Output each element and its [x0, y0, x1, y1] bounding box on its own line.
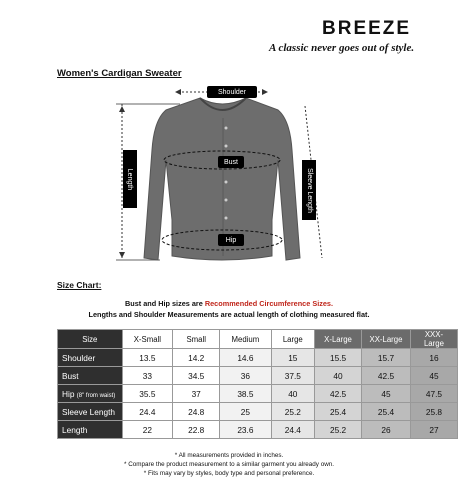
table-header-row: [58, 330, 458, 349]
brand-tagline: A classic never goes out of style.: [269, 42, 415, 54]
table-cell: 25.8: [410, 403, 457, 421]
table-cell: 14.2: [173, 349, 220, 367]
header-size: Size: [58, 330, 123, 349]
row-label: Hip (8" from waist): [58, 385, 123, 403]
table-row: [58, 421, 458, 439]
table-cell: 22: [122, 421, 173, 439]
row-label: Shoulder: [58, 349, 123, 367]
table-cell: 22.8: [173, 421, 220, 439]
table-cell: 16: [410, 349, 457, 367]
table-cell: 25.4: [362, 403, 411, 421]
page-title: Women's Cardigan Sweater: [57, 68, 182, 79]
table-cell: 37.5: [271, 367, 314, 385]
table-cell: 25.2: [271, 403, 314, 421]
table-cell: 42.5: [362, 367, 411, 385]
table-cell: 24.4: [122, 403, 173, 421]
table-cell: 33: [122, 367, 173, 385]
table-cell: 15.7: [362, 349, 411, 367]
table-cell: 45: [362, 385, 411, 403]
table-cell: 25: [220, 403, 271, 421]
table-cell: 35.5: [122, 385, 173, 403]
table-cell: 42.5: [315, 385, 362, 403]
table-cell: 24.8: [173, 403, 220, 421]
table-cell: 13.5: [122, 349, 173, 367]
row-label: Sleeve Length: [58, 403, 123, 421]
footer-note-compare: * Compare the product measurement to a similar garment you already own.: [124, 461, 334, 468]
table-cell: 38.5: [220, 385, 271, 403]
header-large: Large: [271, 330, 314, 349]
table-cell: 27: [410, 421, 457, 439]
shoulder-label: Shoulder: [207, 86, 257, 98]
hip-label: Hip: [218, 234, 244, 246]
table-row: [58, 385, 458, 403]
table-row: [58, 349, 458, 367]
size-table: [57, 329, 458, 439]
header-x-small: X-Small: [122, 330, 173, 349]
bust-label: Bust: [218, 156, 244, 168]
note-measured-flat: Lengths and Shoulder Measurements are actual length of clothing measured flat.: [88, 310, 370, 319]
table-cell: 37: [173, 385, 220, 403]
table-row: [58, 367, 458, 385]
row-label: Length: [58, 421, 123, 439]
footer-note-fit: * Fits may vary by styles, body type and personal preference.: [143, 470, 315, 477]
header-x-large: X-Large: [315, 330, 362, 349]
table-cell: 15.5: [315, 349, 362, 367]
table-cell: 26: [362, 421, 411, 439]
note-recommended: Bust and Hip sizes are Recommended Circumference Sizes.: [124, 299, 334, 308]
header-medium: Medium: [220, 330, 271, 349]
table-cell: 23.6: [220, 421, 271, 439]
table-cell: 15: [271, 349, 314, 367]
table-cell: 45: [410, 367, 457, 385]
brand-name: BREEZE: [322, 18, 412, 39]
table-row: [58, 403, 458, 421]
header-xx-large: XX-Large: [362, 330, 411, 349]
sleeve-length-label: Sleeve Length: [302, 160, 316, 220]
table-cell: 34.5: [173, 367, 220, 385]
table-cell: 36: [220, 367, 271, 385]
header-small: Small: [173, 330, 220, 349]
table-cell: 24.4: [271, 421, 314, 439]
table-cell: 25.4: [315, 403, 362, 421]
table-cell: 40: [271, 385, 314, 403]
header-xxx-large: XXX-Large: [410, 330, 457, 349]
table-cell: 40: [315, 367, 362, 385]
table-cell: 25.2: [315, 421, 362, 439]
footer-note-inches: * All measurements provided in inches.: [174, 452, 284, 459]
size-chart-heading: Size Chart:: [57, 280, 102, 290]
table-cell: 47.5: [410, 385, 457, 403]
row-label: Bust: [58, 367, 123, 385]
length-label: Length: [123, 150, 137, 208]
table-cell: 14.6: [220, 349, 271, 367]
